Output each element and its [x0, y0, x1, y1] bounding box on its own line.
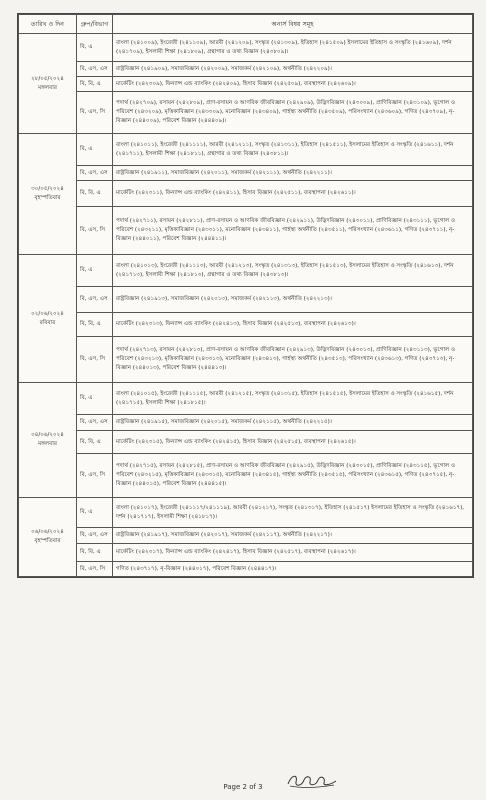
subjects-cell: পদার্থ (২৪২৭১৩), রসায়ন (২৪২৮১৩), প্রাণ-রসায়ন ও আণবিক জীববিজ্ঞান (২৪২৯১৩), উদ্ভিদবিজ্ঞান (২৪৩০১৩), প্রাণিবিজ্ঞান (২৪৩১১৩), ভূগোল ও পরিবেশ (২৪৩২১৩), মৃত্তিকাবিজ্ঞান (২৪৩৩১৩), মনোবিজ্ঞান (২৪৩৪১৩), গার্হস্থ্য অর্থনীতি (২৪৩৫১৩), পরিসংখ্যান (২৪৩৬১৩), গণিত (২৪৩৭১৩), নৃ-বিজ্ঞান (২৪৪০১৩), পরিবেশ বিজ্ঞান (২৪৪৪১৩)। — [113, 337, 473, 383]
table-row — [19, 134, 473, 166]
subjects-cell: মার্কেটিং (২৪২৩১৩), ফিন্যান্স এন্ড ব্যাংকিং (২৪২৪১৩), হিসাব বিজ্ঞান (২৪২৫১৩), ব্যবস্থাপনা (২৪২৬১৩)। — [113, 313, 473, 337]
subjects-cell: মার্কেটিং (২৪২৩০৯), ফিন্যান্স এন্ড ব্যাংকিং (২৪২৪০৯), হিসাব বিজ্ঞান (২৪২৫০৯), ব্যবস্থাপনা (২৪২৬০৯)। — [113, 77, 473, 92]
group-cell: বি, এস, এস — [77, 62, 113, 77]
exam-weekday: মঙ্গলবার — [38, 441, 57, 447]
subjects-cell: রাষ্ট্রবিজ্ঞান (২৪১৯১৭), সমাজবিজ্ঞান (২৪২০১৭), সমাজকর্ম (২৪২১১৭), অর্থনীতি (২৪২২১৭)। — [113, 528, 473, 544]
subjects-cell: মার্কেটিং (২৪২৩১১), ফিন্যান্স এন্ড ব্যাংকিং (২৪২৪১১), হিসাব বিজ্ঞান (২৪২৫১১), ব্যবস্থাপনা (২৪২৬১১)। — [113, 181, 473, 207]
table-row — [19, 337, 473, 383]
group-cell: বি, এস, এস — [77, 166, 113, 181]
header-row — [19, 15, 473, 34]
exam-date: ০৪/০৬/২০২৪ — [31, 432, 64, 438]
table-row — [19, 562, 473, 577]
table-row — [19, 34, 473, 62]
group-cell: বি, বি, এ — [77, 544, 113, 562]
group-cell: বি, এ — [77, 383, 113, 415]
table-row — [19, 431, 473, 454]
group-cell: বি, এস, সি — [77, 454, 113, 498]
group-cell: বি, বি, এ — [77, 431, 113, 454]
exam-weekday: বৃহস্পতিবার — [34, 538, 61, 544]
exam-weekday: মঙ্গলবার — [38, 84, 57, 91]
table-row — [19, 454, 473, 498]
subjects-cell: বাংলা (২৪১০১৫), ইংরেজী (২৪১১১৫), আরবী (২৪১২১৫), সংস্কৃত (২৪১৩১৫), ইতিহাস (২৪১৫১৫), ইসলামের ইতিহাস ও সংস্কৃতি (২৪১৬১৫), দর্শন (২৪১৭১৫), ইসলামী শিক্ষা (২৪১৮১৫)। — [113, 383, 473, 415]
exam-date-cell — [19, 255, 77, 383]
group-cell: বি, এ — [77, 34, 113, 62]
table-row — [19, 528, 473, 544]
group-column-header: গ্রুপ/বিভাগ — [77, 15, 113, 34]
group-cell: বি, এ — [77, 498, 113, 528]
table-row — [19, 287, 473, 313]
subjects-cell: গণিত (২৪৩৭১৭), নৃ-বিজ্ঞান (২৪৪০১৭), পরিবেশ বিজ্ঞান (২৪৪৪১৭)। — [113, 562, 473, 577]
subjects-cell: বাংলা (২৪১০১৩), ইংরেজী (২৪১১১৩), আরবী (২৪১২১৩), সংস্কৃত (২৪১৩১৩), ইতিহাস (২৪১৫১৩), ইসলামের ইতিহাস ও সংস্কৃতি (২৪১৬১৩), দর্শন (২৪১৭১৩), ইসলামী শিক্ষা (২৪১৮১৩), গ্রন্থাগার ও তথ্য বিজ্ঞান (২৪৩৮১৩)। — [113, 255, 473, 287]
table-row — [19, 498, 473, 528]
subjects-cell: রাষ্ট্রবিজ্ঞান (২৪১৯১১), সমাজবিজ্ঞান (২৪২০১১), সমাজকর্ম (২৪২১১১), অর্থনীতি (২৪২২১১)। — [113, 166, 473, 181]
table-row — [19, 544, 473, 562]
table-row — [19, 207, 473, 255]
group-cell: বি, বি, এ — [77, 181, 113, 207]
exam-date: ৩০/০৫/২০২৪ — [31, 186, 64, 192]
table-row — [19, 255, 473, 287]
group-cell: বি, বি, এ — [77, 77, 113, 92]
table-row — [19, 313, 473, 337]
table-row — [19, 166, 473, 181]
subjects-cell: রাষ্ট্রবিজ্ঞান (২৪১৯১৩), সমাজবিজ্ঞান (২৪২০১৩), সমাজকর্ম (২৪২১১৩), অর্থনীতি (২৪২২১৩)। — [113, 287, 473, 313]
table-row — [19, 92, 473, 134]
group-cell: বি, এস, এস — [77, 528, 113, 544]
exam-date-cell — [19, 383, 77, 498]
table-row — [19, 181, 473, 207]
group-cell: বি, এ — [77, 255, 113, 287]
subjects-cell: রাষ্ট্রবিজ্ঞান (২৪১৯০৯), সমাজবিজ্ঞান (২৪২০০৯), সমাজকর্ম (২৪২১০৯), অর্থনীতি (২৪২২০৯)। — [113, 62, 473, 77]
table-row — [19, 77, 473, 92]
subjects-cell: বাংলা (২৪১০১৭), ইংরেজী (২৪১১১৭/২৪১১১৯), আরবী (২৪১২১৭), সংস্কৃত (২৪১৩১৭), ইতিহাস (২৪১৫১৭) ইসলামের ইতিহাস ও সংস্কৃতি (২৪১৬১৭), দর্শন (২৪১৭১৭), ইসলামী শিক্ষা (২৪১৮১৭)। — [113, 498, 473, 528]
subjects-cell: পদার্থ (২৪২৭১৫), রসায়ন (২৪২৮১৫), প্রাণ-রসায়ন ও আণবিক জীববিজ্ঞান (২৪২৯১৫), উদ্ভিদবিজ্ঞান (২৪৩০১৫), প্রাণিবিজ্ঞান (২৪৩১১৫), ভূগোল ও পরিবেশ (২৪৩২১৫), মৃত্তিকাবিজ্ঞান (২৪৩৩১৫), মনোবিজ্ঞান (২৪৩৪১৫), গার্হস্থ্য অর্থনীতি (২৪৩৫১৫), পরিসংখ্যান (২৪৩৬১৫), গণিত (২৪৩৭১৫), নৃ-বিজ্ঞান (২৪৪০১৫), পরিবেশ বিজ্ঞান (২৪৪৪১৫)। — [113, 454, 473, 498]
group-cell: বি, এস, এস — [77, 415, 113, 431]
group-cell: বি, এস, এস — [77, 287, 113, 313]
group-cell: বি, এস, সি — [77, 207, 113, 255]
group-cell: বি, এস, সি — [77, 337, 113, 383]
routine-table-container — [17, 13, 474, 578]
subjects-cell: মার্কেটিং (২৪২৩১৭), ফিন্যান্স এন্ড ব্যাংকিং (২৪২৪১৭), হিসাব বিজ্ঞান (২৪২৫১৭), ব্যবস্থাপনা (২৪২৬১৭)। — [113, 544, 473, 562]
subjects-cell: মার্কেটিং (২৪২৩১৫), ফিন্যান্স এন্ড ব্যাংকিং (২৪২৪১৫), হিসাব বিজ্ঞান (২৪২৫১৫), ব্যবস্থাপনা (২৪২৬১৫)। — [113, 431, 473, 454]
subjects-cell: পদার্থ (২৪২৭১১), রসায়ন (২৪২৮১১), প্রাণ-রসায়ন ও আণবিক জীববিজ্ঞান (২৪২৯১১), উদ্ভিদবিজ্ঞান (২৪৩০১১), প্রাণিবিজ্ঞান (২৪৩১১১), ভূগোল ও পরিবেশ (২৪৩২১১), মৃত্তিকাবিজ্ঞান (২৪৩৩১১), মনোবিজ্ঞান (২৪৩৪১১), গার্হস্থ্য অর্থনীতি (২৪৩৫১১), পরিসংখ্যান (২৪৩৬১১), গণিত (২৪৩৭১১), নৃ-বিজ্ঞান (২৪৪০১১), পরিবেশ বিজ্ঞান (২৪৪৪১১)। — [113, 207, 473, 255]
table-row — [19, 415, 473, 431]
subjects-cell: বাংলা (২৪১০০৯), ইংরেজী (২৪১১০৯), আরবী (২৪১২০৯), সংস্কৃত (২৪১৩০৯), ইতিহাস (২৪১৫০৯) ইসলামের ইতিহাস ও সংস্কৃতি (২৪১৬০৯), দর্শন (২৪১৭০৯), ইসলামী শিক্ষা (২৪১৮০৯), গ্রন্থাগার ও তথ্য বিজ্ঞান (২৪৩৮০৯)। — [113, 34, 473, 62]
page-number: Page 2 of 3 — [223, 783, 263, 791]
exam-routine-table — [18, 14, 473, 577]
group-cell: বি, বি, এ — [77, 313, 113, 337]
group-cell: বি, এ — [77, 134, 113, 166]
subjects-cell: বাংলা (২৪১০১১), ইংরেজী (২৪১১১১), আরবী (২৪১২১১), সংস্কৃত (২৪১৩১১), ইতিহাস (২৪১৫১১), ইসলামের ইতিহাস ও সংস্কৃতি (২৪১৬১১), দর্শন (২৪১৭১১), ইসলামী শিক্ষা (২৪১৮১১), গ্রন্থাগার ও তথ্য বিজ্ঞান (২৪৩৮১১)। — [113, 134, 473, 166]
routine-body — [19, 34, 473, 577]
exam-date: ০৬/০৬/২০২৪ — [31, 529, 64, 535]
subjects-column-header: অনার্স বিষয় সমূহ — [113, 15, 473, 34]
date-column-header: তারিখ ও দিন — [19, 15, 77, 34]
group-cell: বি, এস, সি — [77, 562, 113, 577]
exam-date: ০২/০৬/২০২৪ — [31, 310, 64, 317]
exam-date: ২৮/০৫/২০২৪ — [31, 75, 64, 82]
table-row — [19, 62, 473, 77]
subjects-cell: রাষ্ট্রবিজ্ঞান (২৪১৯১৫), সমাজবিজ্ঞান (২৪২০১৫), সমাজকর্ম (২৪২১১৫), অর্থনীতি (২৪২২১৫)। — [113, 415, 473, 431]
exam-weekday: রবিবার — [39, 319, 56, 326]
subjects-cell: পদার্থ (২৪২৭০৯), রসায়ন (২৪২৮০৯), প্রাণ-রসায়ন ও আণবিক জীববিজ্ঞান (২৪২৯০৯), উদ্ভিদবিজ্ঞান (২৪৩০০৯), প্রাণিবিজ্ঞান (২৪৩১০৯), ভূগোল ও পরিবেশ (২৪৩২০৯), মৃত্তিকাবিজ্ঞান (২৪৩৩০৯), মনোবিজ্ঞান (২৪৩৪০৯), গার্হস্থ্য অর্থনীতি (২৪৩৫০৯), পরিসংখ্যান (২৪৩৬০৯), গণিত (২৪৩৭০৯), নৃ-বিজ্ঞান (২৪৪০০৯), পরিবেশ বিজ্ঞান (২৪৪৪০৯)। — [113, 92, 473, 134]
exam-date-cell — [19, 498, 77, 577]
table-row — [19, 383, 473, 415]
exam-date-cell — [19, 134, 77, 255]
group-cell: বি, এস, সি — [77, 92, 113, 134]
exam-date-cell — [19, 34, 77, 134]
exam-weekday: বৃহস্পতিবার — [34, 195, 61, 201]
